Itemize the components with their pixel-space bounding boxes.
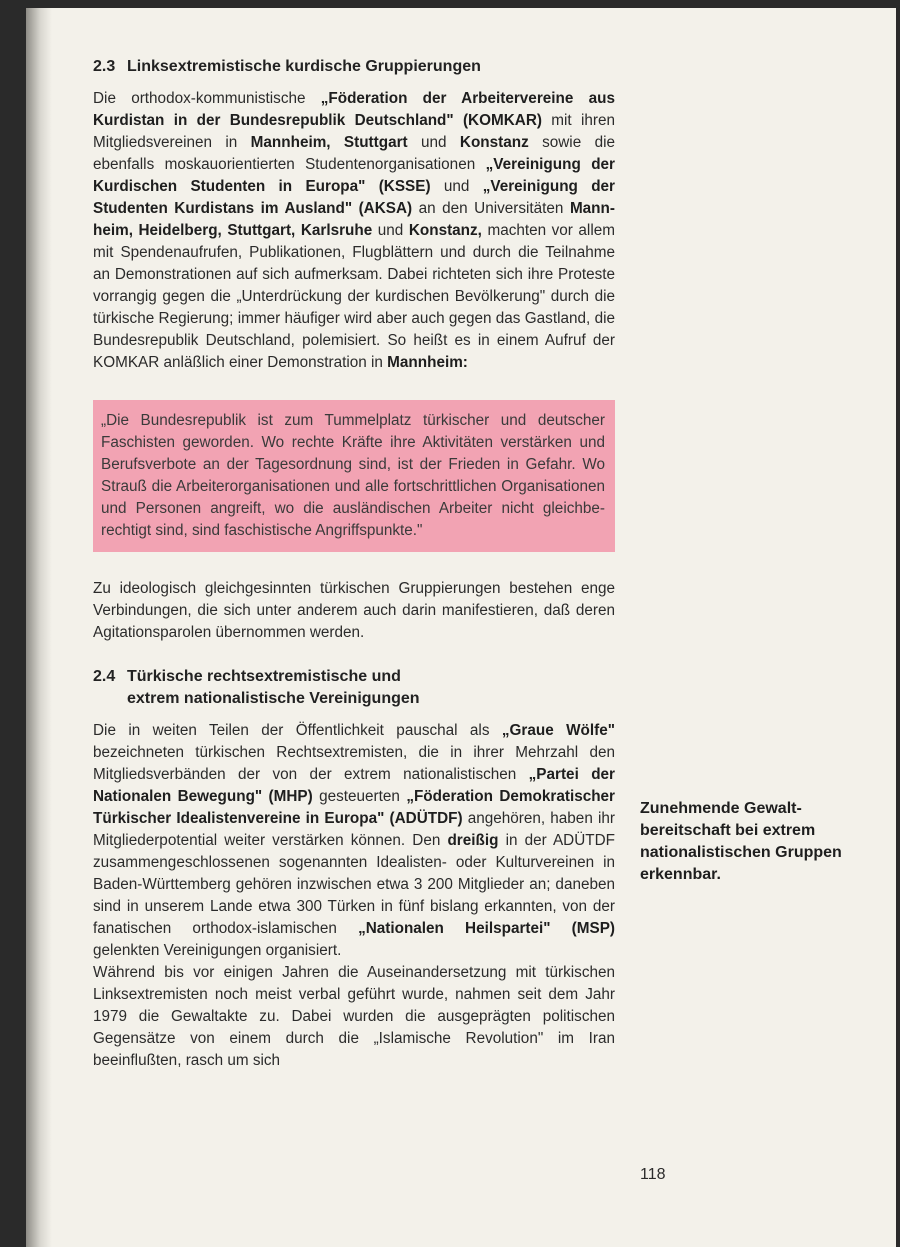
section-number: 2.4 <box>93 668 116 685</box>
bold-term: Mannheim: <box>387 354 468 371</box>
section-heading-2-3 <box>93 56 615 78</box>
main-text-column <box>93 56 615 1072</box>
page-binding-shadow <box>26 8 52 1247</box>
paragraph-connections: Zu ideologisch gleichgesinnten türkischen Gruppierungen bestehen enge Verbindungen, die sich unter anderem auch darin manifestieren, daß deren Agitationsparolen übernommen werden. <box>93 580 615 641</box>
bold-term: Konstanz, <box>408 222 482 239</box>
page-number: 118 <box>640 1166 666 1183</box>
bold-term: dreißig <box>447 832 499 849</box>
section-title: Linksextremistische kurdische Gruppierungen <box>127 58 481 75</box>
paragraph-komkar: Die orthodox-kommunistische „Föderation der Arbeitervereine aus Kurdistan in der Bundesrepublik Deutschland" (KOMKAR) mit ihren Mitgliedsvereinen in Mannheim, Stuttgart und Konstanz sowie die ebenfalls moskauorientierten Studentenorganisationen „Vereinigung der Kurdischen Studenten in Europa" (KSSE) und „Vereinigung der Studenten Kurdistans im Ausland" (AKSA) an den Universitäten Mannheim, Heidelberg, Stuttgart, Karlsruhe und Konstanz, machten vor allem mit Spendenaufrufen, Publikationen, Flugblättern und durch die Teilnahme an Demonstrationen auf sich aufmerksam. Dabei richteten sich ihre Proteste vorrangig gegen die „Unterdrückung der kurdischen Bevölkerung" durch die türkische Regierung; immer häufiger wird aber auch gegen das Gastland, die Bundesrepublik Deutschland, polemisiert. So heißt es in einem Aufruf der KOMKAR anläßlich einer Demonstration in Mannheim: <box>93 90 616 371</box>
bold-term: „Partei der Nationalen Bewegung" (MHP) <box>93 766 616 805</box>
bold-term: „Vereinigung der Kurdischen Studenten in Europa" (KSSE) <box>93 156 615 195</box>
bold-term: „Föderation Demokratischer Türkischer Idealistenvereine in Europa" (ADÜTDF) <box>93 788 616 827</box>
bold-term: „Vereinigung der Studenten Kurdistans im Ausland" (AKSA) <box>93 178 615 217</box>
section-heading-2-4 <box>93 666 615 710</box>
section-number: 2.3 <box>93 58 116 75</box>
bold-term: Mannheim, Heidelberg, Stuttgart, Karlsruhe <box>93 200 615 239</box>
bold-term: Konstanz <box>459 134 529 151</box>
highlighted-quote: „Die Bundesrepublik ist zum Tummelplatz türkischer und deutscher Faschisten geworden. Wo rechte Kräfte ihre Aktivitäten verstärken und Berufsverbote an der Tagesordnung sind, ist der Frieden in Gefahr. Wo Strauß die Arbeiterorganisationen und alle fortschrittlichen Organisationen und Personen angreift, wo die ausländischen Arbeiter nicht gleichberechtigt sind, sind faschistische Angriffspunkte." <box>93 400 615 552</box>
bold-term: „Nationalen Heilspartei" (MSP) <box>358 920 615 937</box>
bold-term: „Graue Wölfe" <box>501 722 616 739</box>
section-title-line1: Türkische rechtsextremistische und <box>127 668 401 685</box>
bold-term: Mannheim, Stuttgart <box>250 134 408 151</box>
section-title-line2: extrem nationalistische Vereinigungen <box>127 690 420 707</box>
bold-term: „Föderation der Arbeitervereine aus Kurdistan in der Bundesrepublik Deutschland" (KOMKAR) <box>93 90 615 129</box>
paragraph-violence: Während bis vor einigen Jahren die Auseinandersetzung mit türkischen Linksextremisten noch meist verbal geführt wurde, nahmen seit dem Jahr 1979 die Gewaltakte zu. Dabei wurden die ausgeprägten politischen Gegensätze von einem durch die „Islamische Revolution" im Iran beeinflußten, rasch um sich <box>93 964 615 1069</box>
paragraph-graue-woelfe: Die in weiten Teilen der Öffentlichkeit pauschal als „Graue Wölfe" bezeichneten türkischen Rechtsextremisten, die in ihrer Mehrzahl den Mitgliedsverbänden der von der extrem nationalistischen „Partei der Nationalen Bewegung" (MHP) gesteuerten „Föderation Demokratischer Türkischer Idealistenvereine in Europa" (ADÜTDF) angehören, haben ihr Mitgliederpotential weiter verstärken können. Den dreißig in der ADÜTDF zusammengeschlossenen sogenannten Idealisten- oder Kulturvereinen in Baden-Württemberg gehören inzwischen etwa 3 200 Mitglieder an; daneben sind in unserem Lande etwa 300 Türken in fünf bislang erkannten, von der fanatischen orthodox-islamischen „Nationalen Heilspartei" (MSP) gelenkten Vereinigungen organisiert. <box>93 722 616 959</box>
margin-note: Zunehmende Gewaltbereitschaft bei extrem nationalistischen Gruppen erkennbar. <box>640 800 842 883</box>
